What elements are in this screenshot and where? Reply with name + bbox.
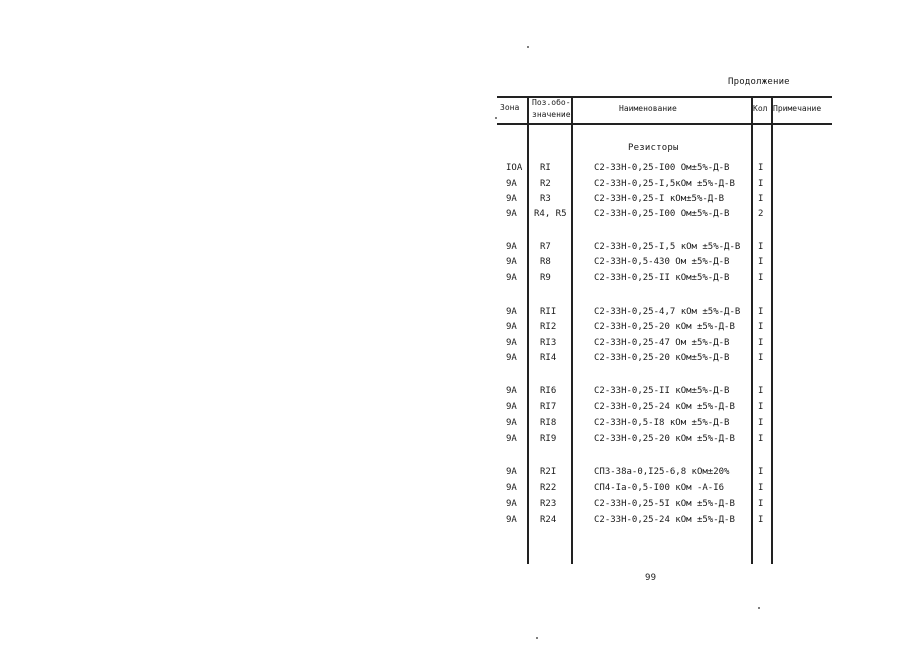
table-row — [500, 434, 790, 448]
header-qty: Кол — [753, 104, 768, 113]
cell-zone: 9A — [506, 353, 517, 363]
page-number: 99 — [645, 573, 657, 583]
cell-name: С2-33Н-0,25-20 кОм ±5%-Д-В — [594, 434, 735, 444]
cell-qty: I — [758, 483, 764, 493]
cell-pos: RI4 — [540, 353, 557, 363]
cell-name: С2-33Н-0,25-4,7 кОм ±5%-Д-В — [594, 307, 741, 317]
header-note: Примечание — [773, 104, 822, 113]
cell-pos: R8 — [540, 257, 551, 267]
cell-pos: RI6 — [540, 386, 557, 396]
header-zone: Зона — [500, 103, 520, 112]
scan-speck — [495, 117, 497, 119]
cell-qty: I — [758, 418, 764, 428]
table-row — [500, 338, 790, 352]
table-row — [500, 386, 790, 400]
cell-qty: I — [758, 515, 764, 525]
cell-name: С2-33Н-0,25-II кОм±5%-Д-В — [594, 273, 730, 283]
cell-qty: I — [758, 273, 764, 283]
cell-qty: I — [758, 179, 764, 189]
cell-zone: 9A — [506, 515, 517, 525]
cell-pos: R23 — [540, 499, 557, 509]
cell-qty: I — [758, 242, 764, 252]
cell-pos: R9 — [540, 273, 551, 283]
cell-zone: 9A — [506, 257, 517, 267]
cell-zone: 9A — [506, 242, 517, 252]
cell-zone: 9A — [506, 273, 517, 283]
cell-zone: 9A — [506, 434, 517, 444]
cell-zone: 9A — [506, 467, 517, 477]
table-row — [500, 307, 790, 321]
cell-zone: 9A — [506, 338, 517, 348]
cell-zone: 9A — [506, 209, 517, 219]
table-row — [500, 179, 790, 193]
cell-qty: I — [758, 499, 764, 509]
cell-name: С2-33Н-0,25-I,5 кОм ±5%-Д-В — [594, 242, 741, 252]
table-row — [500, 353, 790, 367]
cell-qty: I — [758, 353, 764, 363]
cell-qty: I — [758, 386, 764, 396]
cell-pos: RI2 — [540, 322, 557, 332]
cell-name: С2-33Н-0,25-II кОм±5%-Д-В — [594, 386, 730, 396]
table-header-rule — [497, 123, 832, 125]
cell-zone: IOA — [506, 163, 523, 173]
cell-name: СП3-38а-0,I25-6,8 кОм±20% — [594, 467, 730, 477]
cell-name: С2-33Н-0,25-24 кОм ±5%-Д-В — [594, 515, 735, 525]
cell-pos: RI7 — [540, 402, 557, 412]
table-row — [500, 209, 790, 223]
header-pos-line2: значение — [532, 110, 571, 119]
table-row — [500, 194, 790, 208]
cell-zone: 9A — [506, 194, 517, 204]
cell-zone: 9A — [506, 483, 517, 493]
cell-pos: RI8 — [540, 418, 557, 428]
cell-qty: I — [758, 163, 764, 173]
cell-qty: I — [758, 307, 764, 317]
cell-qty: 2 — [758, 209, 764, 219]
cell-zone: 9A — [506, 179, 517, 189]
table-row — [500, 483, 790, 497]
cell-qty: I — [758, 467, 764, 477]
cell-pos: R24 — [540, 515, 557, 525]
cell-name: С2-33Н-0,25-47 Ом ±5%-Д-В — [594, 338, 730, 348]
cell-zone: 9A — [506, 402, 517, 412]
cell-qty: I — [758, 402, 764, 412]
cell-qty: I — [758, 338, 764, 348]
scan-speck — [527, 46, 529, 48]
cell-zone: 9A — [506, 386, 517, 396]
cell-name: С2-33Н-0,25-5I кОм ±5%-Д-В — [594, 499, 735, 509]
header-name: Наименование — [619, 104, 677, 113]
cell-qty: I — [758, 322, 764, 332]
continuation-label: Продолжение — [728, 77, 790, 87]
table-row — [500, 418, 790, 432]
scan-speck — [758, 607, 760, 609]
cell-pos: RII — [540, 307, 557, 317]
cell-pos: RI3 — [540, 338, 557, 348]
cell-name: С2-33Н-0,25-I00 Ом±5%-Д-В — [594, 209, 730, 219]
table-row — [500, 322, 790, 336]
cell-qty: I — [758, 257, 764, 267]
table-row — [500, 499, 790, 513]
cell-name: СП4-Iа-0,5-I00 кОм -А-I6 — [594, 483, 725, 493]
cell-pos: R22 — [540, 483, 557, 493]
cell-name: С2-33Н-0,5-I8 кОм ±5%-Д-В — [594, 418, 730, 428]
cell-zone: 9A — [506, 322, 517, 332]
cell-pos: R2 — [540, 179, 551, 189]
cell-zone: 9A — [506, 307, 517, 317]
cell-zone: 9A — [506, 418, 517, 428]
cell-pos: R7 — [540, 242, 551, 252]
table-row — [500, 257, 790, 271]
section-title: Резисторы — [628, 143, 679, 153]
table-row — [500, 515, 790, 529]
table-row — [500, 402, 790, 416]
cell-pos: R4, R5 — [534, 209, 567, 219]
cell-name: С2-33Н-0,25-I,5кОм ±5%-Д-В — [594, 179, 735, 189]
cell-name: С2-33Н-0,5-430 Ом ±5%-Д-В — [594, 257, 730, 267]
table-row — [500, 467, 790, 481]
cell-name: С2-33Н-0,25-I кОм±5%-Д-В — [594, 194, 725, 204]
cell-pos: RI — [540, 163, 551, 173]
table-row — [500, 163, 790, 177]
table-row — [500, 273, 790, 287]
cell-pos: R2I — [540, 467, 557, 477]
cell-qty: I — [758, 434, 764, 444]
cell-name: С2-33Н-0,25-24 кОм ±5%-Д-В — [594, 402, 735, 412]
cell-pos: RI9 — [540, 434, 557, 444]
cell-name: С2-33Н-0,25-20 кОм ±5%-Д-В — [594, 322, 735, 332]
header-pos-line1: Поз.обо- — [532, 98, 571, 107]
scan-speck — [536, 637, 538, 639]
cell-zone: 9A — [506, 499, 517, 509]
cell-name: С2-33Н-0,25-I00 Ом±5%-Д-В — [594, 163, 730, 173]
cell-pos: R3 — [540, 194, 551, 204]
cell-qty: I — [758, 194, 764, 204]
table-row — [500, 242, 790, 256]
cell-name: С2-33Н-0,25-20 кОм±5%-Д-В — [594, 353, 730, 363]
